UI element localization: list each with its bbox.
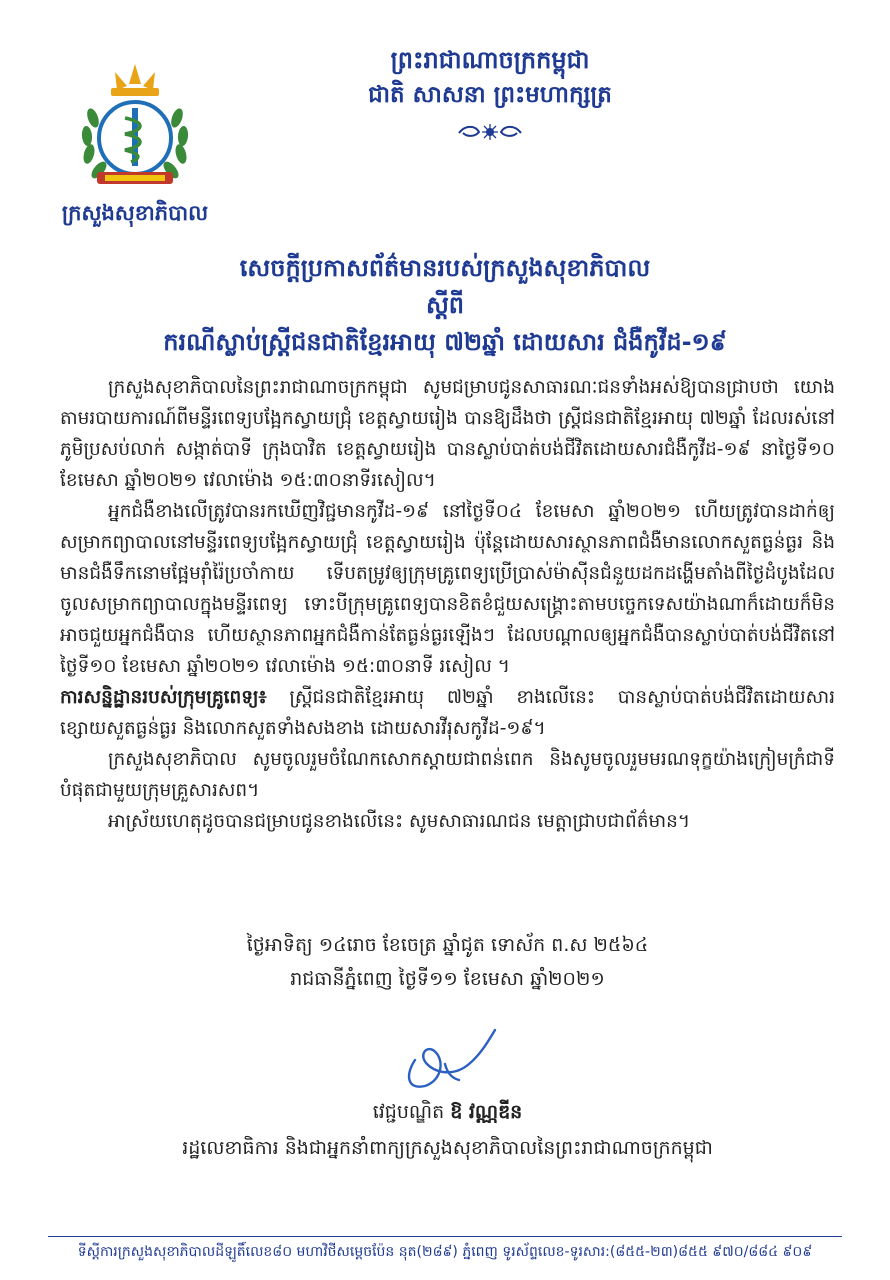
conclusion-label: ការសន្និដ្ឋានរបស់ក្រុមគ្រូពេទ្យ៖ [60, 687, 267, 708]
kingdom-line2: ជាតិ សាសនា ព្រះមហាក្សត្រ [368, 82, 612, 108]
kingdom-line1: ព្រះរាជាណាចក្រកម្ពុជា [390, 46, 590, 74]
conclusion-text: ស្ត្រីជនជាតិខ្មែរអាយុ ៧២ឆ្នាំ ខាងលើនេះ បានស្លាប់បាត់បង់ជីវិតដោយសារ ខ្សោយសួតធ្ងន់ធ្ងរ និងលោកសួតទាំងសងខាង ដោយសារវីរុសកូវីដ-១៩។ [60, 687, 835, 739]
handwritten-signature [385, 1020, 505, 1092]
title-line3: ករណីស្លាប់ស្ត្រីជនជាតិខ្មែរអាយុ ៧២ឆ្នាំ ដោយសារ ជំងឺកូវីដ-១៩ [163, 328, 727, 357]
title-line1: សេចក្តីប្រកាសព័ត៌មានរបស់ក្រសួងសុខាភិបាល [239, 254, 651, 282]
solar-date: រាជធានីភ្នំពេញ ថ្ងៃទី១១ ខែមេសា ឆ្នាំ២០២១ [290, 968, 605, 990]
paragraph-2: អ្នកជំងឺខាងលើត្រូវបានរកឃើញវិជ្ជមានកូវីដ-១៩ នៅថ្ងៃទី០៤ ខែមេសា ឆ្នាំ២០២១ ហើយត្រូវបានដាក់ឲ្យសម្រាកព្យាបាលនៅមន្ទីរពេទ្យបង្អែកស្វាយជ្រុំ ខេត្តស្វាយរៀង ប៉ុន្តែដោយសារស្ថានភាពជំងឺមានលោកសួតធ្ងន់ធ្ងរ និងមានជំងឺទឹកនោមផ្អែមរ៉ាំរ៉ៃប្រចាំកាយ ទើបតម្រូវឲ្យក្រុមគ្រូពេទ្យប្រើប្រាស់ម៉ាស៊ីនជំនួយដកដង្ហើមតាំងពីថ្ងៃដំបូងដែលចូលសម្រាកព្យាបាលក្នុងមន្ទីរពេទ្យ ទោះបីក្រុមគ្រូពេទ្យបានខិតខំជួយសង្គ្រោះតាមបច្ចេកទេសយ៉ាងណាក៏ដោយក៏មិនអាចជួយអ្នកជំងឺបាន ហើយស្ថានភាពអ្នកជំងឺកាន់តែធ្ងន់ធ្ងរឡើងៗ ដែលបណ្តាលឲ្យអ្នកជំងឺបានស្លាប់បាត់បង់ជីវិតនៅថ្ងៃទី១០ ខែមេសា ឆ្នាំ២០២១ វេលាម៉ោង ១៥:៣០នាទី រសៀល ។ [60, 501, 835, 677]
ministry-logo-block [40, 58, 230, 231]
lunar-date: ថ្ងៃអាទិត្យ ១៤រោច ខែចេត្រ ឆ្នាំជូត ទោស័ក ព.ស ២៥៦៤ [246, 934, 649, 956]
ministry-name: ក្រសួងសុខាភិបាល [61, 201, 209, 225]
kingdom-header [260, 42, 720, 141]
signer-title: វេជ្ជបណ្ឌិត [372, 1101, 445, 1123]
date-block [60, 928, 835, 996]
signer-name-line [60, 1094, 835, 1130]
paragraph-3 [60, 682, 835, 744]
announcement-body [60, 372, 835, 837]
signer-block [60, 1094, 835, 1166]
khmer-divider-ornament-icon [455, 123, 525, 141]
announcement-title [60, 250, 830, 362]
ministry-of-health-emblem-icon [65, 58, 205, 198]
signer-position: រដ្ឋលេខាធិការ និងជាអ្នកនាំពាក្យក្រសួងសុខាភិបាលនៃព្រះរាជាណាចក្រកម្ពុជា [182, 1137, 713, 1159]
title-line2: ស្តីពី [425, 291, 465, 320]
paragraph-1: ក្រសួងសុខាភិបាលនៃព្រះរាជាណាចក្រកម្ពុជា សូមជម្រាបជូនសាធារណៈជនទាំងអស់ឱ្យបានជ្រាបថា យោងតាមរបាយការណ៍ពីមន្ទីរពេទ្យបង្អែកស្វាយជ្រុំ ខេត្តស្វាយរៀង បានឱ្យដឹងថា ស្ត្រីជនជាតិខ្មែរអាយុ ៧២ឆ្នាំ ដែលរស់នៅភូមិប្រសប់លាក់ សង្កាត់បាទី ក្រុងបាវិត ខេត្តស្វាយរៀង បានស្លាប់បាត់បង់ជីវិតដោយសារជំងឺកូវីដ-១៩ នាថ្ងៃទី១០ ខែមេសា ឆ្នាំ២០២១ វេលាម៉ោង ១៥:៣០នាទីរសៀល។ [60, 377, 835, 491]
paragraph-4: ក្រសួងសុខាភិបាល សូមចូលរួមចំណែកសោកស្តាយជាពន់ពេក និងសូមចូលរួមមរណទុក្ខយ៉ាងក្រៀមក្រំជាទីបំផុតជាមួយក្រុមគ្រួសារសព។ [60, 749, 835, 801]
footer-divider [48, 1236, 842, 1237]
signer-name: ឱ វណ្ណឌីន [450, 1101, 523, 1123]
paragraph-5: អាស្រ័យហេតុដូចបានជម្រាបជូនខាងលើនេះ សូមសាធារណជន មេត្តាជ្រាបជាព័ត៌មាន។ [108, 811, 691, 832]
footer-address: ទីស្តីការក្រសួងសុខាភិបាលដីឡូតិ៍លេខ៨០ មហាវិថីសម្តេចប៉ែន នុត(២៨៩) ភ្នំពេញ ទូរស័ព្ទលេខ-ទូរសារ:(៨៥៥-២៣)៨៥៥ ៩៧០/៨៨៤ ៩០៩ [77, 1244, 813, 1260]
